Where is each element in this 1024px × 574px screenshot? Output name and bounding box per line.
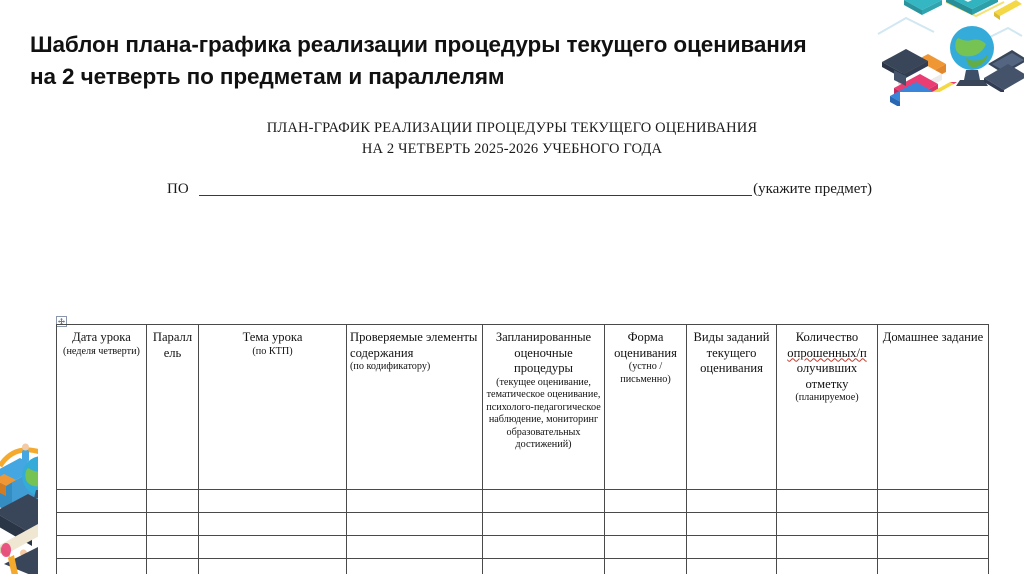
table-cell[interactable] xyxy=(147,536,199,559)
slide-title-line-2: на 2 четверть по предметам и параллелям xyxy=(30,64,505,89)
table-header-row xyxy=(57,325,989,490)
table-cell[interactable] xyxy=(147,490,199,513)
table-cell[interactable] xyxy=(687,536,777,559)
table-header xyxy=(57,325,989,490)
table-row xyxy=(57,536,989,559)
table-cell[interactable] xyxy=(199,536,347,559)
table-cell[interactable] xyxy=(57,513,147,536)
table-cell[interactable] xyxy=(687,513,777,536)
slide-title xyxy=(30,29,910,93)
table-cell[interactable] xyxy=(605,490,687,513)
table-cell[interactable] xyxy=(777,490,878,513)
slide-title-line-1: Шаблон плана-графика реализации процедуры текущего оценивания xyxy=(30,32,807,58)
column-header-topic-main: Тема урока xyxy=(242,330,303,344)
table-body xyxy=(57,490,989,574)
table-cell[interactable] xyxy=(687,490,777,513)
table-cell[interactable] xyxy=(57,490,147,513)
column-header-assessment-form-main: Форма оценивания xyxy=(614,330,677,360)
document-body xyxy=(0,100,1024,574)
column-header-topic-sub: (по КТП) xyxy=(252,345,293,357)
subject-label: ПО xyxy=(167,180,189,197)
column-header-date-main: Дата урока xyxy=(72,330,131,344)
count-surveyed-spellcheck-word: опрошенных/п xyxy=(787,345,867,360)
column-header-planned-procedures-main: Запланированные оценочные процедуры xyxy=(495,330,592,376)
column-header-assessment-form-sub: (устно /письменно) xyxy=(620,361,671,385)
table-cell[interactable] xyxy=(605,536,687,559)
column-header-planned-procedures-sub: (текущее оценивание, тематическое оценивание, психолого-педагогическое наблюдение, мониторинг образовательных достижений) xyxy=(486,376,601,451)
column-header-checked-elements-sub: (по кодификатору) xyxy=(350,361,431,373)
table-cell[interactable] xyxy=(347,536,483,559)
document-heading-line-2: НА 2 ЧЕТВЕРТЬ 2025-2026 УЧЕБНОГО ГОДА xyxy=(361,141,663,158)
column-header-task-types-main: Виды заданий текущего оценивания xyxy=(693,330,770,376)
table-cell[interactable] xyxy=(147,513,199,536)
column-header-count-surveyed-sub: (планируемое) xyxy=(795,392,859,404)
table-cell[interactable] xyxy=(878,490,989,513)
table-cell[interactable] xyxy=(605,513,687,536)
table-cell[interactable] xyxy=(777,559,878,574)
document-heading xyxy=(0,118,1024,161)
table-cell[interactable] xyxy=(347,513,483,536)
table-cell[interactable] xyxy=(147,559,199,574)
table-cell[interactable] xyxy=(777,536,878,559)
document-heading-line-1: ПЛАН-ГРАФИК РЕАЛИЗАЦИИ ПРОЦЕДУРЫ ТЕКУЩЕГО ОЦЕНИВАНИЯ xyxy=(266,120,758,136)
table-cell[interactable] xyxy=(687,559,777,574)
column-header-topic xyxy=(199,325,347,490)
subject-hint: (укажите предмет) xyxy=(753,180,872,197)
table-row xyxy=(57,513,989,536)
table-cell[interactable] xyxy=(777,513,878,536)
column-header-homework-main: Домашнее задание xyxy=(882,330,984,344)
table-cell[interactable] xyxy=(199,513,347,536)
column-header-parallel-main: Паралл ель xyxy=(152,330,193,360)
table-cell[interactable] xyxy=(878,536,989,559)
table-cell[interactable] xyxy=(878,513,989,536)
table-cell[interactable] xyxy=(605,559,687,574)
table-cell[interactable] xyxy=(199,490,347,513)
count-surveyed-word-4: отметку xyxy=(805,376,849,391)
table-cell[interactable] xyxy=(483,536,605,559)
column-header-date-sub: (неделя четверти) xyxy=(63,345,140,357)
column-header-parallel xyxy=(147,325,199,490)
count-surveyed-word-3: олучивших xyxy=(796,361,858,376)
column-header-homework xyxy=(878,325,989,490)
table-row xyxy=(57,559,989,574)
column-header-count-surveyed xyxy=(777,325,878,490)
table-cell[interactable] xyxy=(199,559,347,574)
table-row xyxy=(57,490,989,513)
table-cell[interactable] xyxy=(347,490,483,513)
assessment-plan-table xyxy=(56,324,989,574)
column-header-assessment-form xyxy=(605,325,687,490)
table-cell[interactable] xyxy=(347,559,483,574)
column-header-date xyxy=(57,325,147,490)
column-header-task-types xyxy=(687,325,777,490)
subject-input-rule[interactable] xyxy=(199,181,752,196)
column-header-count-surveyed-main xyxy=(780,330,874,392)
count-surveyed-word-1: Количество xyxy=(795,330,859,344)
table-cell[interactable] xyxy=(483,490,605,513)
subject-field-row xyxy=(0,181,1024,198)
table-cell[interactable] xyxy=(483,559,605,574)
table-cell[interactable] xyxy=(57,559,147,574)
table-cell[interactable] xyxy=(878,559,989,574)
table-cell[interactable] xyxy=(57,536,147,559)
column-header-checked-elements xyxy=(347,325,483,490)
table-cell[interactable] xyxy=(483,513,605,536)
column-header-planned-procedures xyxy=(483,325,605,490)
column-header-checked-elements-main: Проверяемые элементы содержания xyxy=(350,330,478,360)
